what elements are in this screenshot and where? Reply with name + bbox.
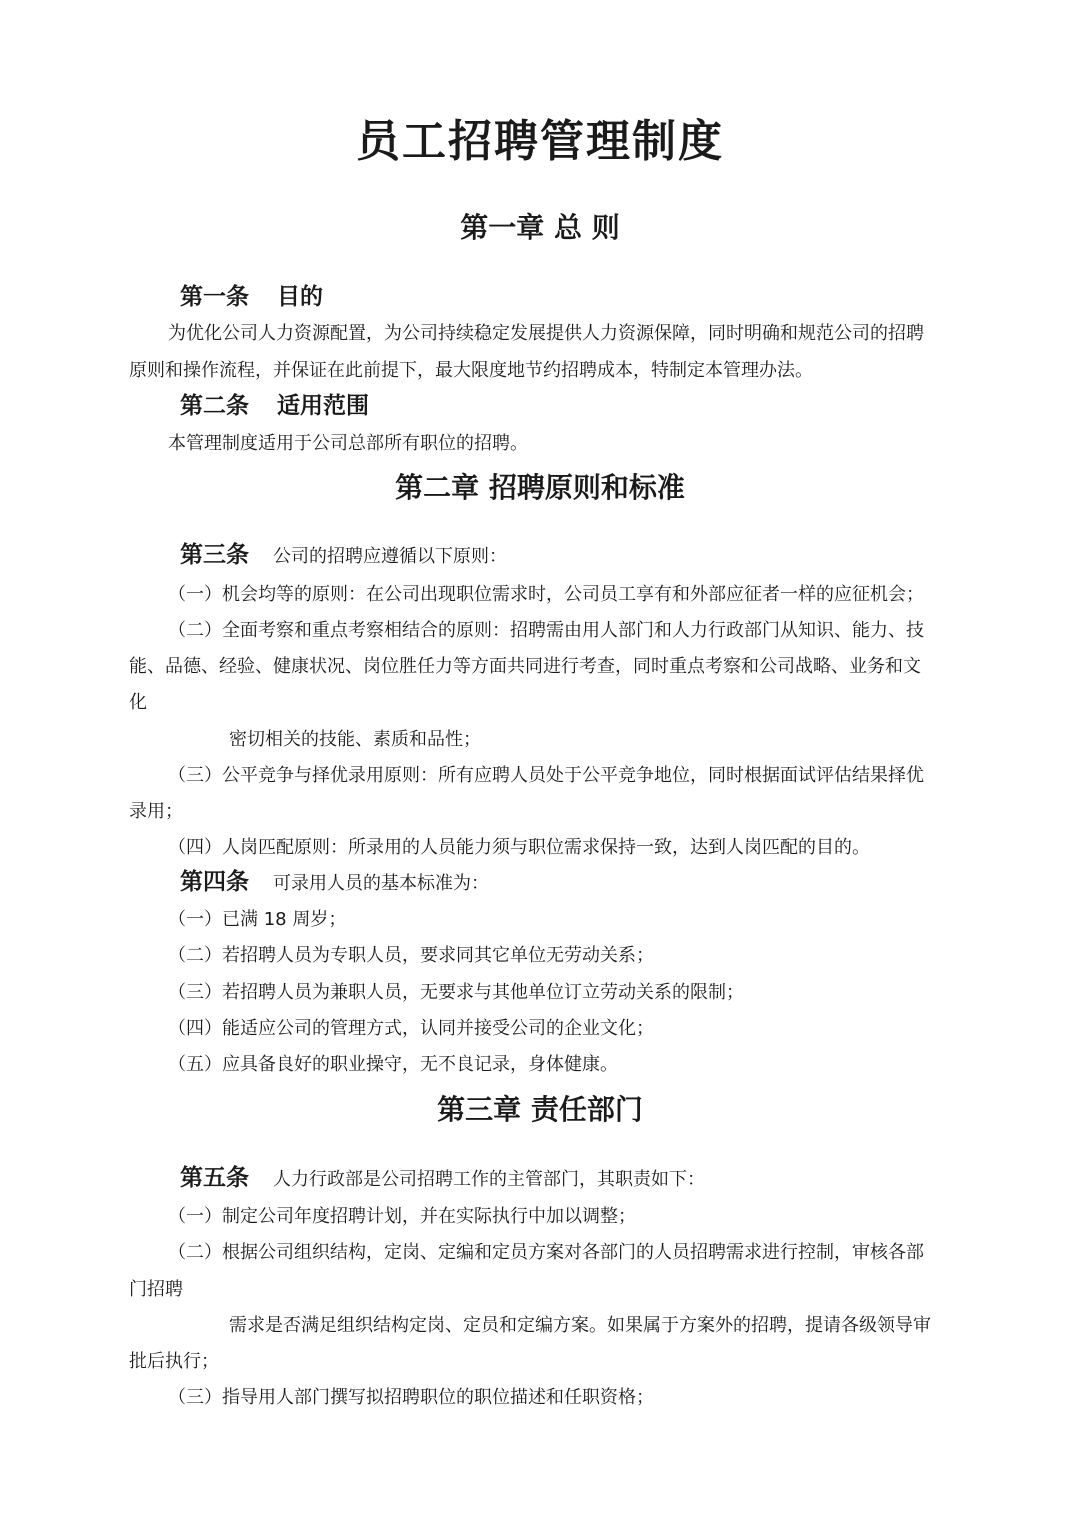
- article-1-body-line-1: 为优化公司人力资源配置，为公司持续稳定发展提供人力资源保障，同时明确和规范公司的招聘: [168, 323, 924, 344]
- chapter-2-heading: 第二章 招聘原则和标准: [395, 471, 685, 504]
- article-1-body-line-2: 原则和操作流程，并保证在此前提下，最大限度地节约招聘成本，特制定本管理办法。: [129, 360, 813, 381]
- article-3-item-3-line-1: （三）公平竞争与择优录用原则：所有应聘人员处于公平竞争地位，同时根据面试评估结果择优: [168, 765, 924, 786]
- chapter-3-heading: 第三章 责任部门: [437, 1093, 643, 1126]
- article-3-heading: [180, 539, 507, 573]
- article-4-item-2: （二）若招聘人员为专职人员，要求同其它单位无劳动关系；: [168, 945, 654, 966]
- article-3-item-2-line-2: 能、品德、经验、健康状况、岗位胜任力等方面共同进行考查，同时重点考察和公司战略、业务和文: [129, 656, 921, 677]
- article-5-label: 第五条: [180, 1165, 249, 1191]
- article-3-item-1: （一）机会均等的原则：在公司出现职位需求时，公司员工享有和外部应征者一样的应征机会；: [168, 584, 924, 605]
- article-3-item-4: （四）人岗匹配原则：所录用的人员能力须与职位需求保持一致，达到人岗匹配的目的。: [168, 837, 870, 858]
- article-4-item-3: （三）若招聘人员为兼职人员，无要求与其他单位订立劳动关系的限制；: [168, 982, 744, 1003]
- article-5-item-1: （一）制定公司年度招聘计划，并在实际执行中加以调整；: [168, 1206, 636, 1227]
- article-1-name: 目的: [277, 284, 323, 310]
- article-3-label: 第三条: [180, 542, 249, 568]
- article-4-lead: 可录用人员的基本标准为：: [273, 873, 489, 894]
- article-1-label: 第一条: [180, 284, 249, 310]
- article-3-item-2-line-3: 化: [129, 692, 147, 713]
- article-5-item-2-line-2: 门招聘: [129, 1279, 183, 1300]
- document-title: 员工招聘管理制度: [356, 116, 724, 167]
- article-2-name: 适用范围: [277, 393, 369, 419]
- article-3-lead: 公司的招聘应遵循以下原则：: [273, 546, 507, 567]
- article-4-item-4: （四）能适应公司的管理方式，认同并接受公司的企业文化；: [168, 1018, 654, 1039]
- article-5-item-2-line-1: （二）根据公司组织结构，定岗、定编和定员方案对各部门的人员招聘需求进行控制，审核各部: [168, 1242, 924, 1263]
- article-2-heading: [180, 390, 369, 422]
- article-5-item-3: （三）指导用人部门撰写拟招聘职位的职位描述和任职资格；: [168, 1387, 654, 1408]
- article-5-item-2-line-3: 需求是否满足组织结构定岗、定员和定编方案。如果属于方案外的招聘，提请各级领导审: [229, 1315, 931, 1336]
- article-3-item-3-line-2: 录用；: [129, 801, 183, 822]
- article-4-heading: [180, 866, 489, 900]
- article-4-label: 第四条: [180, 869, 249, 895]
- article-3-item-2-line-4: 密切相关的技能、素质和品性；: [229, 729, 481, 750]
- article-4-item-5: （五）应具备良好的职业操守，无不良记录，身体健康。: [168, 1054, 618, 1075]
- article-4-item-1: （一）已满 18 周岁；: [168, 909, 347, 930]
- article-5-lead: 人力行政部是公司招聘工作的主管部门，其职责如下：: [273, 1169, 705, 1190]
- chapter-1-heading: 第一章 总 则: [460, 211, 620, 244]
- article-1-heading: [180, 281, 323, 313]
- article-2-label: 第二条: [180, 393, 249, 419]
- article-5-heading: [180, 1162, 705, 1196]
- article-2-body: 本管理制度适用于公司总部所有职位的招聘。: [168, 433, 528, 454]
- article-5-item-2-line-4: 批后执行；: [129, 1351, 219, 1372]
- article-3-item-2-line-1: （二）全面考察和重点考察相结合的原则：招聘需由用人部门和人力行政部门从知识、能力、技: [168, 620, 924, 641]
